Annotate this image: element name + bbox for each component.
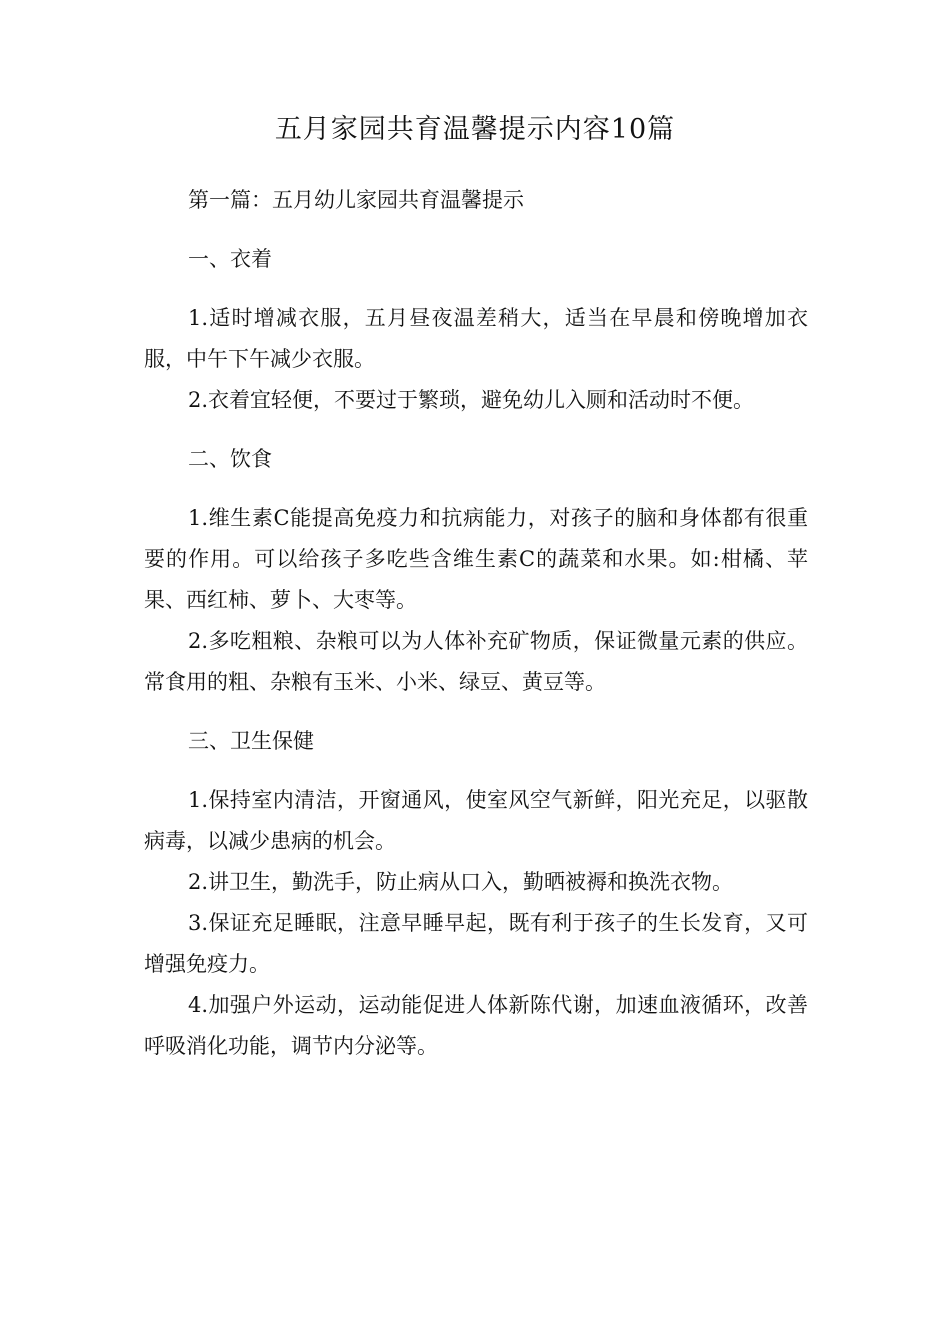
- chapter-heading: 第一篇：五月幼儿家园共育温馨提示: [188, 188, 524, 212]
- section-heading-clothing: 一、衣着: [188, 247, 272, 271]
- diet-item-2: 2.多吃粗粮、杂粮可以为人体补充矿物质，保证微量元素的供应。常食用的粗、杂粮有玉米、小米、绿豆、黄豆等。: [144, 629, 808, 694]
- diet-item-1: 1.维生素C能提高免疫力和抗病能力，对孩子的脑和身体都有很重要的作用。可以给孩子多吃些含维生素C的蔬菜和水果。如:柑橘、苹果、西红柿、萝卜、大枣等。: [144, 506, 808, 612]
- document-title: 五月家园共育温馨提示内容10篇: [274, 114, 676, 145]
- health-item-4: 4.加强户外运动，运动能促进人体新陈代谢，加速血液循环，改善呼吸消化功能，调节内分泌等。: [144, 993, 808, 1058]
- health-item-2: 2.讲卫生，勤洗手，防止病从口入，勤晒被褥和换洗衣物。: [188, 870, 734, 894]
- health-item-1: 1.保持室内清洁，开窗通风，使室风空气新鲜，阳光充足，以驱散病毒，以减少患病的机会。: [144, 788, 808, 853]
- section-heading-diet: 二、饮食: [188, 447, 272, 471]
- clothing-item-2: 2.衣着宜轻便，不要过于繁琐，避免幼儿入厕和活动时不便。: [188, 388, 755, 412]
- section-heading-health: 三、卫生保健: [188, 729, 314, 753]
- clothing-item-1: 1.适时增减衣服，五月昼夜温差稍大，适当在早晨和傍晚增加衣服，中午下午减少衣服。: [144, 306, 808, 371]
- document-body: [144, 180, 808, 1067]
- health-item-3: 3.保证充足睡眠，注意早睡早起，既有利于孩子的生长发育，又可增强免疫力。: [144, 911, 808, 976]
